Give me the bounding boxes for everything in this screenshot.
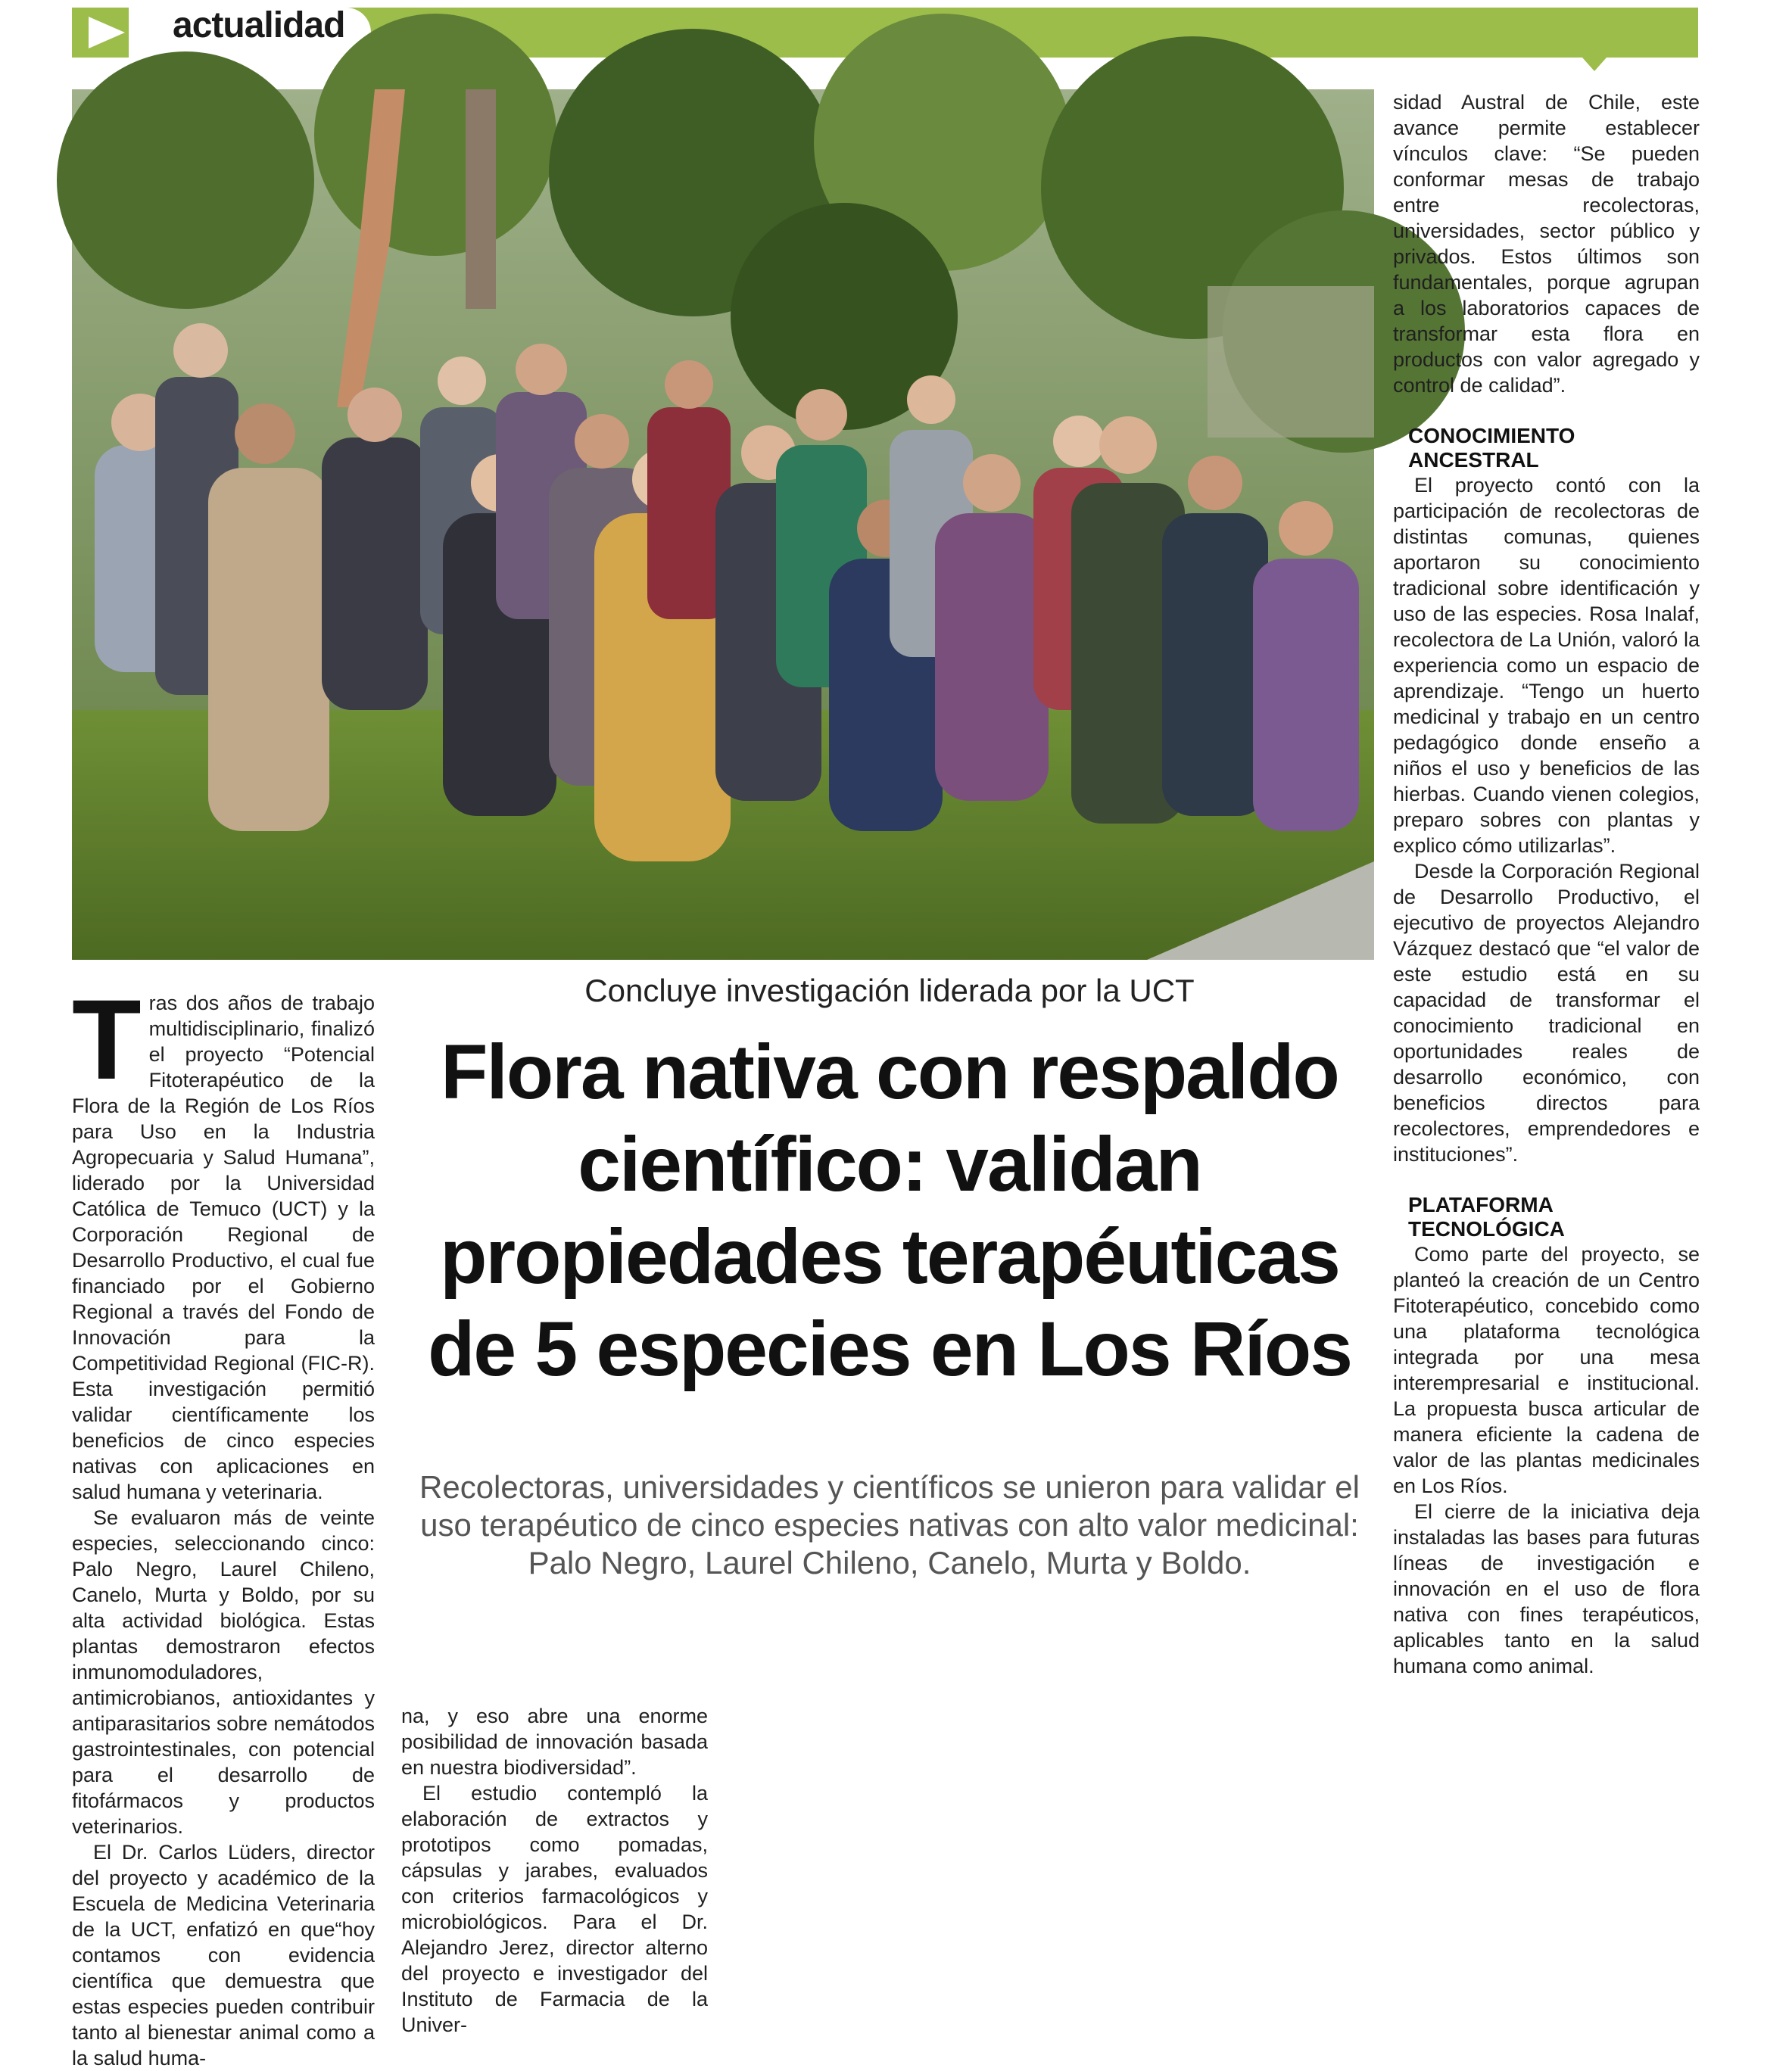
group-photo — [72, 89, 1374, 960]
body-column-left — [72, 976, 375, 2071]
article-deck: Recolectoras, universidades y científicos se unieron para validar el uso terapéutico de cinco especies nativas con alto valor medicinal: Palo Negro, Laurel Chileno, Canelo, Murta y Boldo. — [419, 1469, 1360, 1580]
body-column-middle — [401, 1703, 708, 2038]
section-label: actualidad — [173, 5, 345, 45]
subheading-conocimiento: CONOCIMIENTO ANCESTRAL — [1408, 424, 1575, 472]
group-photo-icon — [72, 89, 1374, 960]
play-arrow-icon — [84, 14, 129, 51]
paragraph — [72, 976, 375, 1505]
paragraph: El proyecto contó con la participación de recolectoras de distintas comunas, quienes aportaron su conocimiento tradicional sobre identificación y uso de las especies. Rosa Inalaf, recolectora de La Unión, valoró la experiencia como un espacio de aprendizaje. “Tengo un huerto medicinal y trabajo en un centro pedagógico donde enseño a niños el uso y beneficios de las hierbas. Cuando vienen colegios, preparo sobres con plantas y explico cómo utilizarlas”. — [1393, 474, 1700, 857]
paragraph: El cierre de la iniciativa deja instaladas las bases para futuras líneas de investigación e innovación en el uso de flora nativa con fines terapéuticos, aplicables tanto en la salud humana como animal. — [1393, 1500, 1700, 1677]
paragraph: Como parte del proyecto, se planteó la creación de un Centro Fitoterapéutico, concebido como una plataforma tecnológica integrada por una mesa interempresarial e institucional. La propuesta busca articular de manera eficiente la cadena de valor de las plantas medicinales en Los Ríos. — [1393, 1243, 1700, 1497]
body-column-right — [1393, 89, 1700, 1679]
header-notch — [1582, 58, 1607, 71]
article-headline: Flora nativa con respaldo científico: validan propiedades terapéuticas de 5 especies en Los Ríos — [428, 1029, 1351, 1392]
paragraph: El estudio contempló la elaboración de extractos y prototipos como pomadas, cápsulas y jarabes, evaluados con criterios farmacológicos y microbiológicos. Para el Dr. Alejandro Jerez, director alterno del proyecto e investigador del Instituto de Farmacia de la Univer- — [401, 1782, 708, 2036]
article-kicker: Concluye investigación liderada por la UCT — [584, 973, 1195, 1008]
paragraph: El Dr. Carlos Lüders, director del proyecto y académico de la Escuela de Medicina Veterinaria de la UCT, enfatizó en que“hoy contamos con evidencia científica que demuestra que estas especies pueden contribuir tanto al bienestar animal como a la salud huma- — [72, 1841, 375, 2069]
paragraph-text: ras dos años de trabajo multidisciplinario, finalizó el proyecto “Potencial Fitoterapéutico de la Flora de la Región de Los Ríos para Uso en la Industria Agropecuaria y Salud Humana”, liderado por la Universidad Católica de Temuco (UCT) y la Corporación Regional de Desarrollo Productivo, el cual fue financiado por el Gobierno Regional a través del Fondo de Innovación para la Competitividad Regional (FIC-R). Esta investigación permitió validar científicamente los beneficios de cinco especies nativas con aplicaciones en salud humana y veterinaria. — [72, 992, 375, 1503]
paragraph: Se evaluaron más de veinte especies, seleccionando cinco: Palo Negro, Laurel Chileno, Canelo, Murta y Boldo, por su alta actividad biológica. Estas plantas demostraron efectos inmunomoduladores, antimicrobianos, antioxidantes y antiparasitarios sobre nemátodos gastrointestinales, con potencial para el desarrollo de fitofármacos y productos veterinarios. — [72, 1506, 375, 1838]
paragraph: na, y eso abre una enorme posibilidad de innovación basada en nuestra biodiversidad”. — [401, 1705, 708, 1779]
paragraph: Desde la Corporación Regional de Desarrollo Productivo, el ejecutivo de proyectos Alejandro Vázquez destacó que “el valor de este estudio está en su capacidad de transformar el conocimiento tradicional en oportunidades reales de desarrollo económico, con beneficios directos para recolectores, emprendedores e instituciones”. — [1393, 860, 1700, 1166]
subheading-plataforma: PLATAFORMA TECNOLÓGICA — [1408, 1193, 1565, 1241]
dropcap: T — [72, 976, 142, 1103]
paragraph: sidad Austral de Chile, este avance permite establecer vínculos clave: “Se pueden conformar mesas de trabajo entre recolectoras, universidades, sector público y privados. Estos últimos son fundamentales, porque agrupan a los laboratorios capaces de transformar esta flora en productos con valor agregado y control de calidad”. — [1393, 91, 1700, 397]
